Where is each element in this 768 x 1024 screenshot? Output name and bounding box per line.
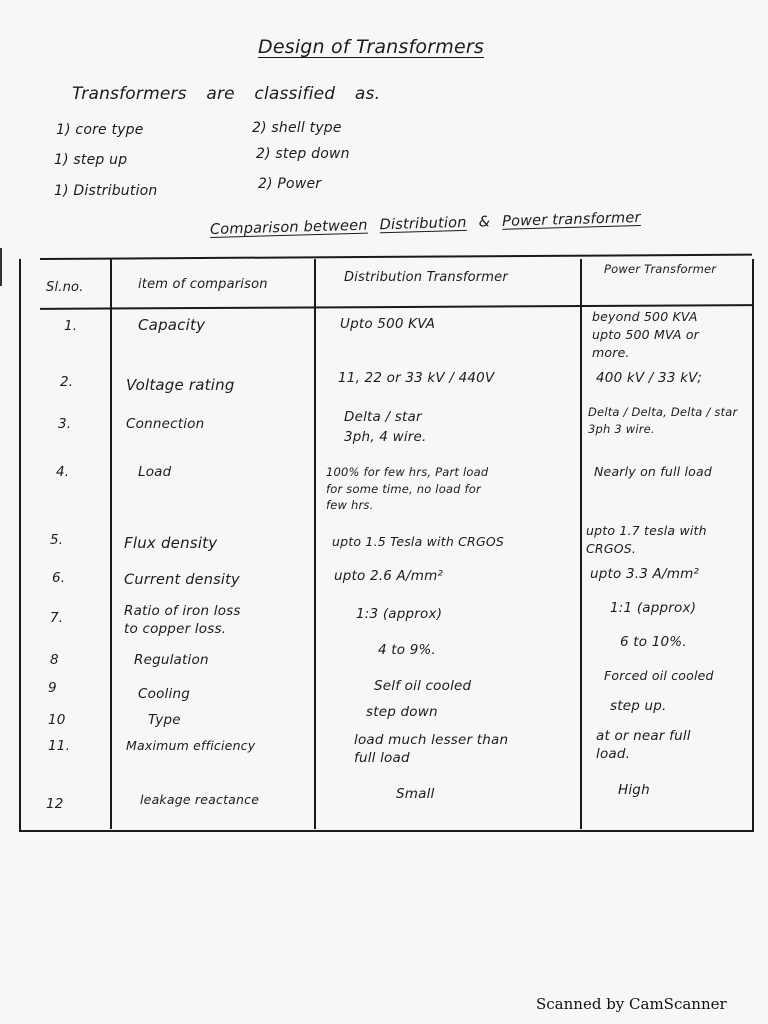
page-title: Design of Transformers [258, 36, 484, 58]
row-1-item: Capacity [138, 316, 206, 334]
row-4-power: Nearly on full load [594, 464, 712, 479]
classification-right-3: 2) Power [258, 176, 322, 192]
header-item: item of comparison [138, 277, 268, 292]
row-8-distribution: 4 to 9%. [378, 642, 437, 658]
row-7-item: Ratio of iron loss to copper loss. [124, 603, 241, 638]
row-10-power: step up. [610, 698, 667, 714]
header-distribution: Distribution Transformer [344, 270, 508, 285]
row-11-power: at or near full load. [596, 728, 691, 762]
row-6-item: Current density [124, 572, 240, 588]
table-column-divider [110, 259, 112, 829]
row-2-power: 400 kV / 33 kV; [596, 370, 702, 386]
classification-left-1: 1) core type [56, 122, 144, 138]
row-11-distribution: load much lesser than full load [354, 732, 509, 766]
row-8-slno: 8 [50, 652, 59, 668]
row-1-power: beyond 500 KVA upto 500 MVA or more. [592, 309, 700, 361]
classification-left-3: 1) Distribution [54, 183, 158, 199]
row-5-item: Flux density [124, 534, 218, 552]
row-12-slno: 12 [46, 796, 64, 812]
classification-left-2: 1) step up [54, 152, 128, 168]
scanner-watermark: Scanned by CamScanner [536, 995, 727, 1013]
row-7-distribution: 1:3 (approx) [356, 606, 443, 622]
row-5-slno: 5. [50, 532, 64, 548]
row-6-distribution: upto 2.6 A/mm² [334, 568, 444, 584]
row-4-slno: 4. [56, 464, 70, 480]
table-column-divider [580, 259, 582, 829]
header-power: Power Transformer [604, 262, 717, 276]
row-9-power: Forced oil cooled [604, 668, 714, 683]
row-4-item: Load [138, 464, 172, 480]
row-7-slno: 7. [50, 610, 64, 626]
row-7-power: 1:1 (approx) [610, 600, 697, 616]
row-9-slno: 9 [48, 680, 57, 696]
row-1-slno: 1. [64, 318, 78, 334]
comparison-heading-amp: & [478, 214, 491, 231]
row-2-distribution: 11, 22 or 33 kV / 440V [338, 370, 495, 386]
row-5-power: upto 1.7 tesla with CRGOS. [586, 523, 707, 557]
row-12-item: leakage reactance [140, 792, 260, 807]
row-1-distribution: Upto 500 KVA [340, 316, 436, 332]
row-3-distribution: Delta / star 3ph, 4 wire. [344, 409, 427, 445]
row-12-distribution: Small [396, 786, 435, 802]
row-9-distribution: Self oil cooled [374, 678, 472, 694]
comparison-heading-prefix: Comparison between [209, 217, 368, 238]
row-8-item: Regulation [134, 652, 209, 668]
row-10-distribution: step down [366, 704, 438, 720]
row-5-distribution: upto 1.5 Tesla with CRGOS [332, 534, 504, 549]
row-2-slno: 2. [60, 374, 74, 390]
intro-text: Transformers are classified as. [72, 84, 381, 104]
row-10-slno: 10 [48, 712, 66, 728]
row-3-power: Delta / Delta, Delta / star 3ph 3 wire. [588, 405, 738, 436]
row-4-distribution: 100% for few hrs, Part load for some time, no load for few hrs. [326, 465, 489, 513]
comparison-heading-term1: Distribution [379, 214, 467, 234]
row-10-item: Type [148, 712, 181, 728]
row-6-slno: 6. [52, 570, 66, 586]
row-3-item: Connection [126, 416, 205, 432]
row-9-item: Cooling [138, 686, 190, 702]
classification-right-2: 2) step down [256, 146, 350, 162]
header-slno: Sl.no. [46, 280, 84, 295]
comparison-heading [210, 210, 641, 238]
row-8-power: 6 to 10%. [620, 634, 687, 650]
scan-edge-mark [0, 248, 2, 286]
row-11-item: Maximum efficiency [126, 738, 256, 753]
row-6-power: upto 3.3 A/mm² [590, 566, 700, 582]
table-column-divider [314, 259, 316, 829]
comparison-heading-term2: Power transformer [501, 209, 641, 230]
row-2-item: Voltage rating [126, 376, 235, 394]
classification-right-1: 2) shell type [252, 120, 342, 136]
row-3-slno: 3. [58, 416, 72, 432]
row-12-power: High [618, 782, 650, 798]
row-11-slno: 11. [48, 738, 71, 754]
